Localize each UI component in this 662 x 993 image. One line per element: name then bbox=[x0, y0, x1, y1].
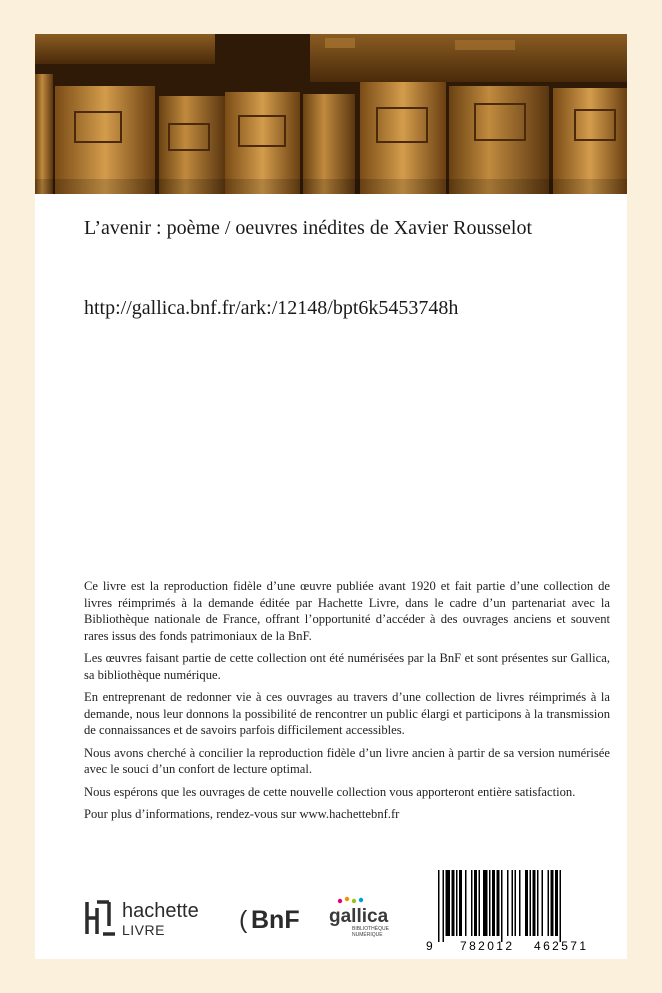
barcode-bar bbox=[515, 870, 517, 936]
blurb-paragraph: En entreprenant de redonner vie à ces ouvrages au travers d’une collection de livres réimprimés à la demande, nous leur donnons la possibilité de rencontrer un public élargi et participons à la transmission de connaissances et de savoirs parfois difficilement accessibles. bbox=[84, 690, 610, 737]
barcode-bar bbox=[492, 870, 495, 936]
hachette-h-icon bbox=[87, 902, 115, 934]
blurb-paragraph: Pour plus d’informations, rendez-vous sur www.hachettebnf.fr bbox=[84, 807, 400, 821]
isbn-digit: 9 bbox=[426, 939, 433, 952]
barcode-bar bbox=[533, 870, 536, 936]
barcode-bar bbox=[465, 870, 467, 936]
hachette-sub: LIVRE bbox=[122, 922, 165, 938]
gallica-url[interactable]: http://gallica.bnf.fr/ark:/12148/bpt6k5453748h bbox=[84, 297, 459, 319]
barcode-bar bbox=[471, 870, 473, 936]
barcode-bar bbox=[452, 870, 455, 936]
hachette-wordmark: hachette bbox=[122, 900, 199, 922]
blurb-paragraph: Les œuvres faisant partie de cette collection ont été numérisées par la BnF et sont présentes sur Gallica, sa bibliothèque numérique. bbox=[84, 651, 610, 682]
gallica-dot-icon bbox=[352, 899, 356, 903]
barcode-bar bbox=[497, 870, 500, 936]
barcode-bar bbox=[479, 870, 481, 936]
barcode-bar bbox=[560, 870, 562, 942]
barcode-bar bbox=[525, 870, 528, 936]
blurb-paragraph: Ce livre est la reproduction fidèle d’une œuvre publiée avant 1920 et fait partie d’une collection de livres réimprimés à la demande éditée par Hachette Livre, dans le cadre d’un partenariat avec la Bibliothèque nationale de France, offrant l’opportunité d’accéder à des ouvrages anciens et souvent rares issus des fonds patrimoniaux de la BnF. bbox=[84, 579, 610, 643]
gallica-sub: NUMÉRIQUE bbox=[352, 932, 383, 938]
barcode-bars bbox=[438, 870, 561, 942]
barcode-bar bbox=[530, 870, 532, 936]
barcode-bar bbox=[474, 870, 477, 936]
barcode-bar bbox=[507, 870, 509, 936]
gallica-logo bbox=[329, 897, 390, 938]
back-cover bbox=[35, 34, 627, 959]
barcode-bar bbox=[483, 870, 488, 936]
barcode-bar bbox=[537, 870, 539, 936]
gallica-dot-icon bbox=[359, 898, 363, 902]
barcode-bar bbox=[501, 870, 503, 942]
barcode-bar bbox=[446, 870, 451, 936]
gallica-wordmark: gallica bbox=[329, 906, 389, 927]
gallica-dot-icon bbox=[345, 897, 349, 901]
barcode-bar bbox=[551, 870, 554, 936]
gallica-dot-icon bbox=[338, 899, 342, 903]
isbn-barcode bbox=[424, 870, 617, 952]
gallica-sub: BIBLIOTHÈQUE bbox=[352, 926, 389, 932]
bnf-bracket-icon: ( bbox=[239, 906, 248, 934]
barcode-bar bbox=[438, 870, 440, 942]
barcode-bar bbox=[555, 870, 558, 936]
isbn-digits: 462571 bbox=[534, 939, 589, 952]
bnf-wordmark: BnF bbox=[251, 906, 300, 934]
blurb-paragraph: Nous espérons que les ouvrages de cette nouvelle collection vous apporteront entière satisfaction. bbox=[84, 784, 576, 799]
blurb-paragraph: Nous avons cherché à concilier la reproduction fidèle d’un livre ancien à partir de sa version numérisée avec le souci d’un confort de lecture optimal. bbox=[84, 745, 610, 776]
publisher-logos bbox=[84, 896, 404, 940]
barcode-bar bbox=[512, 870, 514, 936]
bnf-logo bbox=[239, 906, 300, 934]
barcode-bar bbox=[459, 870, 462, 936]
isbn-digits: 782012 bbox=[460, 939, 515, 952]
barcode-bar bbox=[456, 870, 458, 936]
publisher-blurb bbox=[84, 578, 610, 829]
barcode-bar bbox=[443, 870, 445, 942]
book-title: L’avenir : poème / oeuvres inédites de Xavier Rousselot bbox=[84, 217, 533, 239]
bookshelf-photo bbox=[35, 34, 627, 194]
hachette-logo bbox=[87, 900, 199, 938]
barcode-bar bbox=[519, 870, 521, 936]
barcode-bar bbox=[542, 870, 544, 936]
barcode-bar bbox=[548, 870, 550, 936]
barcode-bar bbox=[489, 870, 491, 936]
